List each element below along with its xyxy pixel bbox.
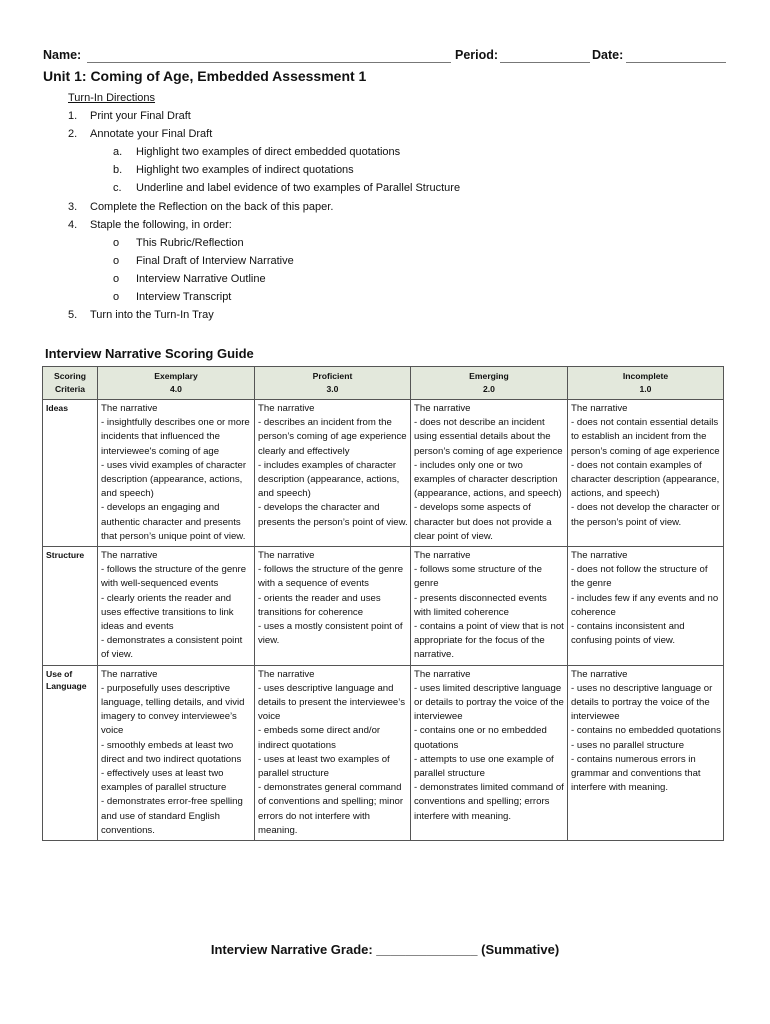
item-text: Annotate your Final Draft: [90, 128, 213, 141]
item-marker: 2.: [68, 128, 78, 141]
rubric-cell-text: - does not contain examples of character description (appearance, actions, and speech): [571, 459, 720, 500]
rubric-cell-text: - presents disconnected events with limited coherence: [414, 592, 547, 618]
header-text: Criteria: [54, 384, 86, 394]
rubric-cell-text: - follows some structure of the genre: [414, 564, 542, 590]
item-text: Highlight two examples of indirect quotations: [136, 164, 354, 177]
directions-subitem: [68, 161, 354, 179]
item-marker: c.: [113, 182, 122, 195]
rubric-cell-text: - effectively uses at least two examples of parallel structure: [101, 768, 227, 794]
rubric-cell: [255, 547, 411, 666]
item-marker: o: [113, 254, 120, 267]
rubric-cell-text: - demonstrates a consistent point of view.: [101, 635, 243, 661]
directions-item: [68, 306, 214, 324]
item-text: Underline and label evidence of two examples of Parallel Structure: [136, 182, 461, 195]
rubric-cell-text: - contains one or no embedded quotations: [414, 725, 547, 751]
page-title: Unit 1: Coming of Age, Embedded Assessment 1: [43, 68, 367, 84]
rubric-body: [43, 400, 724, 841]
turn-in-directions: [68, 89, 461, 324]
rubric-cell-text: - contains no embedded quotations: [571, 725, 721, 737]
rubric-cell-text: The narrative: [414, 550, 471, 562]
rubric-cell-text: - includes examples of character description (appearance, actions, and speech): [258, 459, 400, 500]
date-blank-line: [626, 62, 726, 63]
rubric-cell-text: - orients the reader and uses transitions for coherence: [258, 592, 381, 618]
directions-item: [68, 216, 232, 234]
rubric-cell-text: - contains a point of view that is not appropriate for the focus of the narrative.: [414, 621, 564, 661]
directions-subitem: [68, 288, 232, 306]
rubric-cell-text: The narrative: [101, 668, 158, 680]
directions-item: [68, 107, 191, 125]
criteria-text: Use of: [46, 668, 73, 679]
rubric-cell-text: - uses at least two examples of parallel structure: [258, 753, 390, 780]
directions-subitem: [68, 234, 244, 252]
rubric-cell-text: - uses no parallel structure: [571, 739, 685, 751]
rubric-header-cell: [43, 367, 98, 400]
name-label: Name:: [43, 48, 82, 62]
rubric-cell-text: - contains inconsistent and confusing points of view.: [571, 621, 685, 647]
rubric-header-cell: [411, 367, 568, 400]
rubric-cell-text: - follows the structure of the genre with well-sequenced events: [101, 564, 247, 590]
rubric-cell-text: - follows the structure of the genre with a sequence of events: [258, 564, 404, 590]
scoring-rubric-table: [42, 366, 724, 841]
item-marker: o: [113, 272, 120, 285]
rubric-cell-text: The narrative: [571, 550, 628, 562]
rubric-cell: [568, 665, 724, 840]
name-blank-line: [87, 62, 451, 63]
rubric-cell-text: The narrative: [258, 668, 315, 680]
rubric-cell-text: The narrative: [571, 668, 628, 680]
rubric-cell-text: - develops the character and presents the person’s point of view.: [258, 502, 408, 528]
item-text: Interview Transcript: [136, 291, 232, 304]
item-text: Complete the Reflection on the back of this paper.: [90, 200, 334, 213]
rubric-cell-text: The narrative: [258, 550, 315, 562]
rubric-cell-text: - contains numerous errors in grammar and conventions that interfere with meaning.: [571, 753, 701, 794]
item-text: Turn into the Turn-In Tray: [90, 309, 214, 322]
rubric-cell-text: - insightfully describes one or more incidents that influenced the interviewee's coming of age: [101, 417, 250, 457]
item-marker: b.: [113, 164, 123, 177]
criteria-cell: [43, 665, 98, 840]
rubric-cell-text: - develops some aspects of character but does not provide a clear point of view.: [414, 502, 552, 542]
rubric-cell-text: - develops an engaging and authentic character and presents that person’s unique point of view.: [101, 502, 246, 542]
header-text: 3.0: [326, 384, 339, 394]
item-marker: 3.: [68, 200, 78, 213]
rubric-cell-text: - demonstrates error-free spelling and use of standard English conventions.: [101, 796, 243, 836]
directions-heading: Turn-In Directions: [68, 92, 156, 104]
rubric-cell-text: - demonstrates general command of conventions and spelling; minor errors do not interfere with meaning.: [258, 782, 404, 836]
item-text: Print your Final Draft: [90, 110, 191, 123]
item-text: Final Draft of Interview Narrative: [136, 254, 294, 267]
item-marker: 5.: [68, 309, 78, 322]
rubric-header-cell: [568, 367, 724, 400]
header-text: 1.0: [639, 384, 652, 394]
rubric-cell-text: The narrative: [101, 550, 158, 562]
item-marker: 1.: [68, 110, 78, 123]
rubric-header-cell: [98, 367, 255, 400]
header-text: Incomplete: [622, 371, 669, 381]
rubric-cell: [255, 665, 411, 840]
directions-subitem: [68, 179, 461, 197]
header-text: Emerging: [469, 371, 509, 381]
rubric-cell-text: - does not describe an incident using essential details about the person’s coming of age experience: [414, 417, 563, 457]
rubric-cell: [411, 400, 568, 547]
rubric-cell-text: - includes only one or two examples of character description (appearance, actions, and speech): [414, 459, 562, 500]
rubric-cell-text: - uses no descriptive language or details to portray the voice of the interviewee: [571, 682, 713, 723]
rubric-cell: [568, 547, 724, 666]
period-label: Period:: [455, 48, 499, 62]
directions-item: [68, 125, 213, 143]
rubric-cell-text: - does not contain essential details to establish an incident from the person’s coming of age experience: [571, 417, 720, 457]
student-info-header: [43, 46, 728, 66]
rubric-cell: [98, 547, 255, 666]
criteria-text: Ideas: [46, 403, 68, 413]
item-marker: o: [113, 236, 120, 249]
rubric-cell: [98, 400, 255, 547]
item-marker: o: [113, 291, 120, 304]
rubric-cell-text: - attempts to use one example of parallel structure: [414, 753, 554, 780]
rubric-cell-text: - uses limited descriptive language or details to portray the voice of the interviewee: [414, 682, 564, 723]
directions-subitem: [68, 270, 266, 288]
rubric-row: [43, 400, 724, 547]
rubric-cell-text: - uses vivid examples of character description (appearance, actions, and speech): [101, 459, 247, 500]
rubric-cell-text: - describes an incident from the person’s coming of age experience clearly and effectively: [258, 417, 407, 457]
rubric-row: [43, 547, 724, 666]
rubric-header-cell: [255, 367, 411, 400]
rubric-cell-text: - does not develop the character or the person’s point of view.: [571, 502, 720, 528]
criteria-cell: [43, 400, 98, 547]
criteria-text: Structure: [46, 550, 85, 561]
directions-item: [68, 198, 334, 216]
rubric-cell-text: - embeds some direct and/or indirect quotations: [258, 725, 381, 751]
directions-heading-row: [68, 89, 155, 107]
date-label: Date:: [592, 48, 624, 62]
grade-line: Interview Narrative Grade: ______________ (Summative): [210, 942, 560, 957]
period-blank-line: [500, 62, 590, 63]
rubric-cell-text: - includes few if any events and no coherence: [571, 592, 719, 618]
rubric-cell-text: - clearly orients the reader and uses effective transitions to link ideas and events: [101, 592, 234, 633]
criteria-cell: [43, 547, 98, 666]
rubric-cell-text: - does not follow the structure of the genre: [571, 564, 708, 590]
rubric-row: [43, 665, 724, 840]
item-text: This Rubric/Reflection: [136, 236, 244, 249]
rubric-cell: [411, 547, 568, 666]
rubric-header-row: [43, 367, 724, 400]
rubric-cell: [98, 665, 255, 840]
rubric-cell-text: The narrative: [414, 668, 471, 680]
rubric-cell-text: - smoothly embeds at least two direct and two indirect quotations: [101, 739, 242, 765]
rubric-cell: [411, 665, 568, 840]
header-text: Exemplary: [154, 371, 198, 381]
item-marker: a.: [113, 146, 123, 159]
rubric-cell: [255, 400, 411, 547]
item-text: Highlight two examples of direct embedded quotations: [136, 146, 401, 159]
item-text: Interview Narrative Outline: [136, 272, 266, 285]
rubric-cell-text: The narrative: [101, 403, 158, 414]
rubric-cell-text: - uses a mostly consistent point of view.: [258, 621, 403, 647]
rubric-cell-text: - demonstrates limited command of conventions and spelling; errors interfere with meaning.: [414, 782, 564, 822]
item-marker: 4.: [68, 218, 78, 231]
header-text: Proficient: [312, 371, 353, 381]
header-text: 2.0: [483, 384, 495, 394]
header-text: Scoring: [54, 371, 86, 381]
directions-subitem: [68, 143, 401, 161]
header-text: 4.0: [170, 384, 182, 394]
scoring-guide-title: Interview Narrative Scoring Guide: [45, 346, 254, 361]
rubric-cell-text: The narrative: [571, 403, 628, 414]
rubric-cell: [568, 400, 724, 547]
item-text: Staple the following, in order:: [90, 218, 232, 231]
rubric-cell-text: - uses descriptive language and details to present the interviewee’s voice: [258, 682, 406, 723]
directions-subitem: [68, 252, 294, 270]
rubric-cell-text: The narrative: [414, 403, 471, 414]
rubric-cell-text: The narrative: [258, 403, 315, 414]
criteria-text: Language: [46, 681, 87, 692]
rubric-cell-text: - purposefully uses descriptive language, telling details, and vivid imagery to convey interviewee’s voice: [101, 682, 245, 737]
